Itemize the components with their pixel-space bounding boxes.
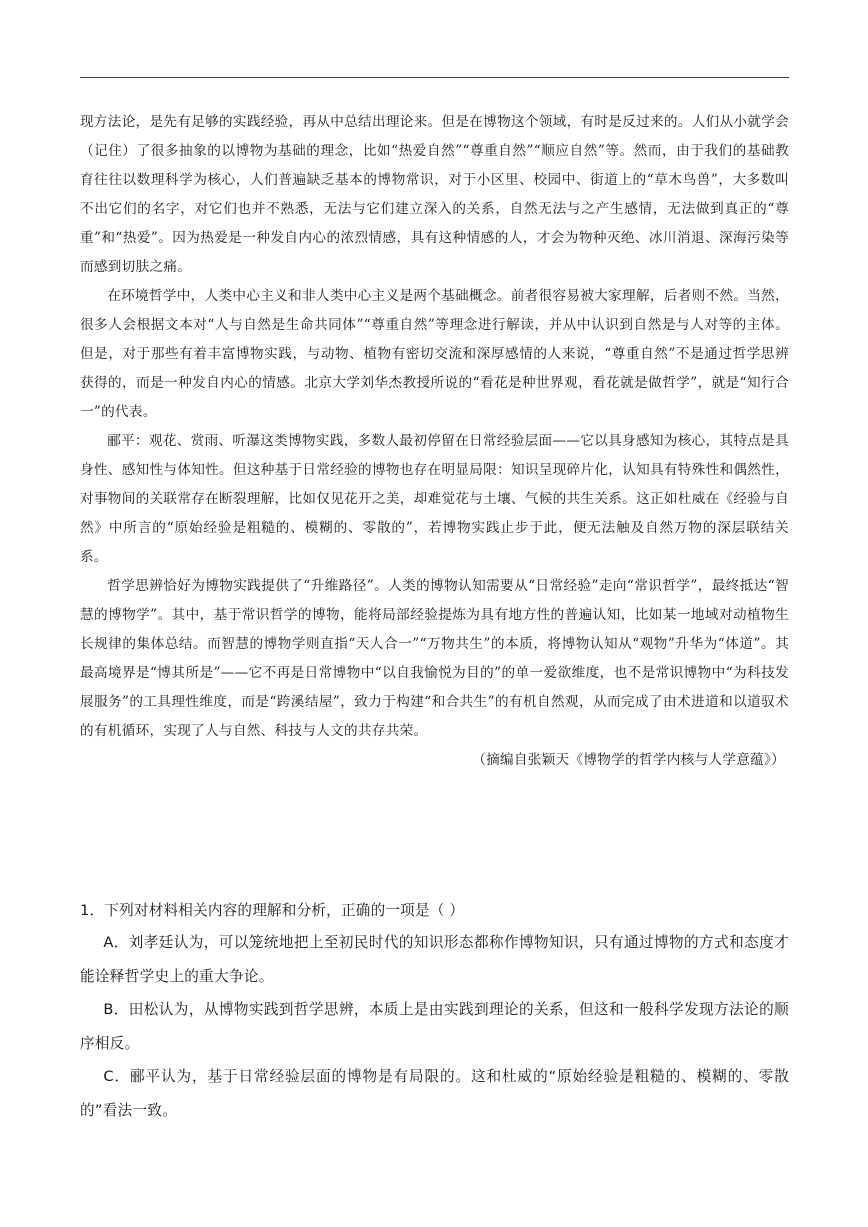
question-block: [80, 896, 789, 1127]
option-a: A．刘孝廷认为，可以笼统地把上至初民时代的知识形态都称作博物知识，只有通过博物的方式和态度才能诠释哲学史上的重大争论。: [80, 934, 789, 985]
option-c: C．郦平认为，基于日常经验层面的博物是有局限的。这和杜威的“原始经验是粗糙的、模糊的、零散的”看法一致。: [80, 1068, 789, 1119]
passage-paragraph-1: 现方法论，是先有足够的实践经验，再从中总结出理论来。但是在博物这个领域，有时是反过来的。人们从小就学会（记住）了很多抽象的以博物为基础的理念，比如“热爱自然”“尊重自然”“顺应自然”等。然而，由于我们的基础教育往往以数理科学为核心，人们普遍缺乏基本的博物常识，对于小区里、校园中、街道上的“草木鸟兽”，大多数叫不出它们的名字，对它们也并不熟悉，无法与它们建立深入的关系，自然无法与之产生感情，无法做到真正的“尊重”和“热爱”。因为热爱是一种发自内心的浓烈情感，具有这种情感的人，才会为物种灭绝、冰川消退、深海污染等而感到切肤之痛。: [80, 114, 789, 275]
option-b: B．田松认为，从博物实践到哲学思辨，本质上是由实践到理论的关系，但这和一般科学发现方法论的顺序相反。: [80, 1001, 789, 1052]
passage-paragraph-4: 哲学思辨恰好为博物实践提供了“升维路径”。人类的博物认知需要从“日常经验”走向“常识哲学”，最终抵达“智慧的博物学”。其中，基于常识哲学的博物，能将局部经验提炼为具有地方性的普遍认知，比如某一地域对动植物生长规律的集体总结。而智慧的博物学则直指“天人合一”“万物共生”的本质，将博物认知从“观物”升华为“体道”。其最高境界是“博其所是”——它不再是日常博物中“以自我愉悦为目的”的单一爱欲维度，也不是常识博物中“为科技发展服务”的工具理性维度，而是“跨溪结屋”，致力于构建“和合共生”的有机自然观，从而完成了由术进道和以道驭术的有机循环，实现了人与自然、科技与人文的共存共荣。: [80, 578, 789, 739]
header-rule: [80, 77, 789, 78]
question-stem: 1．下列对材料相关内容的理解和分析，正确的一项是（ ）: [80, 902, 465, 919]
passage-paragraph-3: 郦平：观花、赏雨、听瀑这类博物实践，多数人最初停留在日常经验层面——它以具身感知为核心，其特点是具身性、感知性与体知性。但这种基于日常经验的博物也存在明显局限：知识呈现碎片化，认知具有特殊性和偶然性，对事物间的关联常存在断裂理解，比如仅见花开之美，却难觉花与土壤、气候的共生关系。这正如杜威在《经验与自然》中所言的“原始经验是粗糙的、模糊的、零散的”，若博物实践止步于此，便无法触及自然万物的深层联结关系。: [80, 433, 789, 565]
passage-paragraph-2: 在环境哲学中，人类中心主义和非人类中心主义是两个基础概念。前者很容易被大家理解，后者则不然。当然，很多人会根据文本对“人与自然是生命共同体”“尊重自然”等理念进行解读，并从中认识到自然是与人对等的主体。但是，对于那些有着丰富博物实践，与动物、植物有密切交流和深厚感情的人来说，“尊重自然”不是通过哲学思辨获得的，而是一种发自内心的情感。北京大学刘华杰教授所说的“看花是种世界观，看花就是做哲学”，就是“知行合一”的代表。: [80, 288, 789, 420]
passage-source: （摘编自张颖天《博物学的哲学内核与人学意蕴》）: [472, 752, 785, 768]
passage: [80, 108, 789, 775]
